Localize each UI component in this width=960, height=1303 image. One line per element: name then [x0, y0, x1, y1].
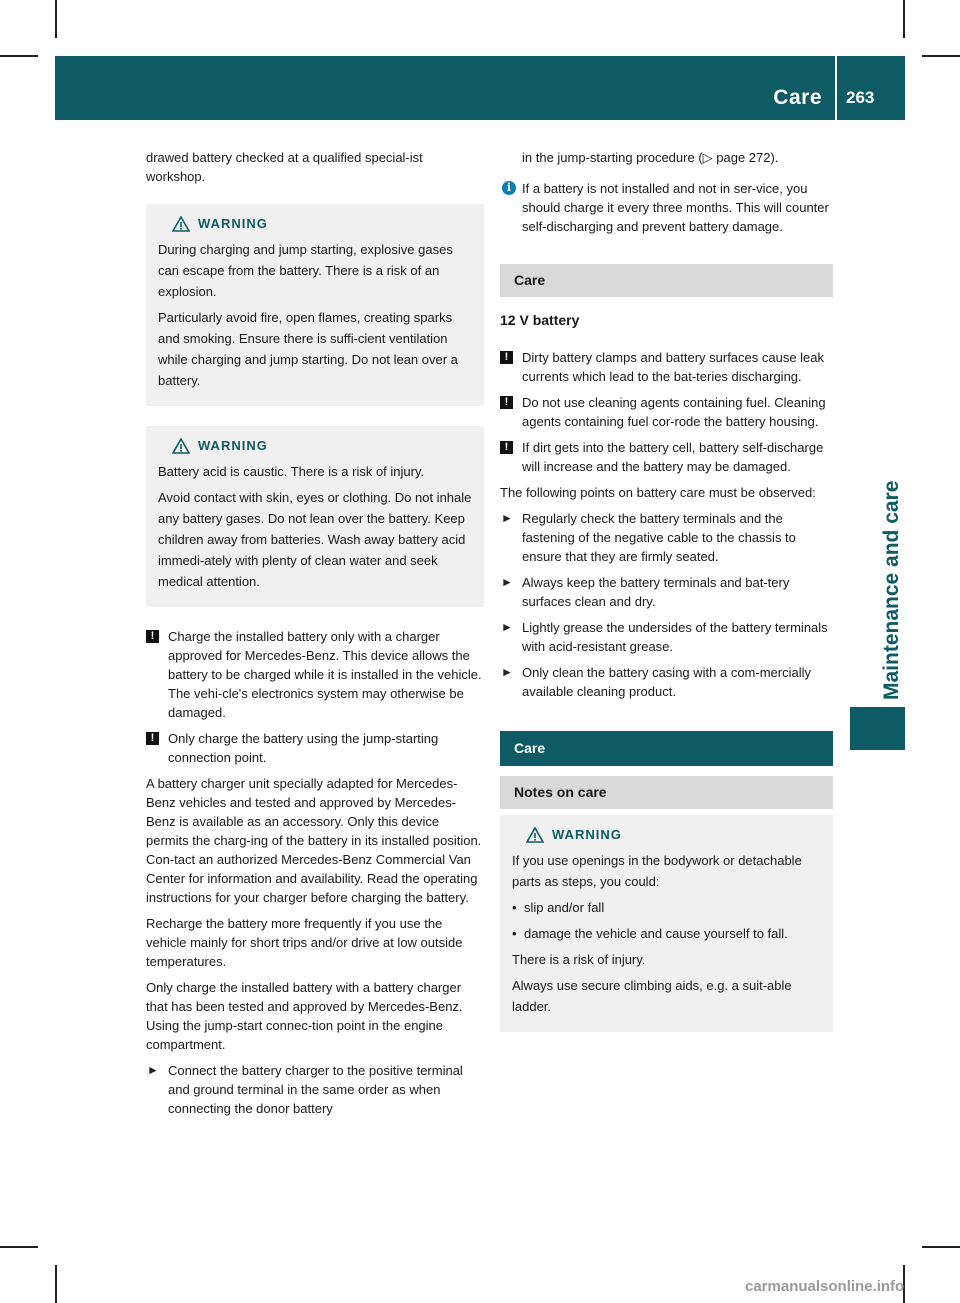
step-arrow-icon: ►	[147, 1063, 159, 1077]
warning-triangle-icon	[172, 216, 190, 232]
caution-icon: !	[500, 351, 513, 364]
side-tab-label: Maintenance and care	[880, 480, 903, 700]
warning-text: If you use openings in the bodywork or detachable parts as steps, you could:	[512, 853, 802, 889]
step-text: Always keep the battery terminals and bat-tery surfaces clean and dry.	[522, 575, 790, 609]
caution-icon: !	[146, 732, 159, 745]
caution-text: Do not use cleaning agents containing fuel. Cleaning agents containing fuel cor-rode the battery housing.	[522, 395, 826, 429]
warning-title	[158, 436, 472, 455]
caution-note	[500, 438, 833, 476]
section-bar: Care	[500, 731, 833, 766]
caution-text: Only charge the battery using the jump-starting connection point.	[168, 731, 439, 765]
body-paragraph: A battery charger unit specially adapted for Mercedes-Benz vehicles and tested and approved by Mercedes-Benz is available as an accessory. Only this device permits the charg-ing of the battery in its installed position. Con-tact an authorized Mercedes-Benz Commercial Van Center for information and availability. Read the operating instructions for your charger before charging the battery.	[146, 776, 482, 905]
crop-mark	[55, 0, 57, 38]
warning-box	[500, 815, 833, 1032]
warning-title-text: WARNING	[198, 438, 268, 453]
crop-mark	[0, 1246, 38, 1248]
bullet-item: • damage the vehicle and cause yourself to fall.	[512, 923, 821, 944]
warning-title	[158, 214, 472, 233]
caution-note	[146, 729, 484, 767]
warning-text: Always use secure climbing aids, e.g. a suit-able ladder.	[512, 978, 792, 1014]
step-text: Only clean the battery casing with a com-mercially available cleaning product.	[522, 665, 812, 699]
step-arrow-icon: ►	[501, 620, 513, 634]
header-divider	[835, 56, 837, 120]
left-column	[146, 148, 484, 1125]
caution-note	[500, 348, 833, 386]
bullet-item: • slip and/or fall	[512, 897, 821, 918]
warning-text: During charging and jump starting, explosive gases can escape from the battery. There is a risk of an explosion.	[158, 242, 453, 299]
step-text: Regularly check the battery terminals and the fastening of the negative cable to the chassis to ensure that they are firmly seated.	[522, 511, 796, 564]
step-item	[500, 618, 833, 656]
section-title: Care	[773, 86, 822, 109]
body-paragraph: Recharge the battery more frequently if you use the vehicle mainly for short trips and/or drive at low outside temperatures.	[146, 916, 463, 969]
page-number: 263	[846, 88, 875, 107]
step-arrow-icon: ►	[501, 665, 513, 679]
step-item	[500, 573, 833, 611]
crop-mark	[903, 0, 905, 38]
warning-box	[146, 204, 484, 406]
crop-mark	[922, 55, 960, 57]
side-tab-block	[850, 707, 905, 750]
warning-title-text: WARNING	[552, 827, 622, 842]
caution-icon: !	[146, 630, 159, 643]
warning-box	[146, 426, 484, 607]
lead-text: The following points on battery care must be observed:	[500, 485, 816, 500]
warning-triangle-icon	[526, 827, 544, 843]
step-item	[500, 663, 833, 701]
info-icon: i	[502, 181, 516, 195]
body-paragraph: Only charge the installed battery with a battery charger that has been tested and approved by Mercedes-Benz. Using the jump-start connec-tion point in the engine compartment.	[146, 980, 463, 1052]
warning-title-text: WARNING	[198, 216, 268, 231]
caution-text: Dirty battery clamps and battery surfaces cause leak currents which lead to the bat-teries discharging.	[522, 350, 825, 384]
intro-text: drawed battery checked at a qualified special-ist workshop.	[146, 150, 423, 184]
crop-mark	[922, 1246, 960, 1248]
info-text: If a battery is not installed and not in ser-vice, you should charge it every three months. This will counter self-discharging and prevent battery damage.	[522, 181, 829, 234]
warning-text: Particularly avoid fire, open flames, creating sparks and smoking. Ensure there is suffi-cient ventilation while charging and jump starting. Do not lean over a battery.	[158, 310, 458, 388]
footer-watermark: carmanualsonline.info	[745, 1278, 905, 1295]
subsection-heading: 12 V battery	[500, 312, 580, 328]
continued-text: in the jump-starting procedure (▷ page 272).	[522, 150, 779, 165]
step-text: Lightly grease the undersides of the battery terminals with acid-resistant grease.	[522, 620, 828, 654]
step-text: Connect the battery charger to the positive terminal and ground terminal in the same order as when connecting the donor battery	[168, 1063, 463, 1116]
warning-title	[512, 825, 821, 844]
step-item	[146, 1061, 484, 1118]
info-note	[500, 179, 833, 236]
step-arrow-icon: ►	[501, 511, 513, 525]
step-arrow-icon: ►	[501, 575, 513, 589]
section-bar: Care	[500, 264, 833, 297]
step-item	[500, 509, 833, 566]
right-column	[500, 148, 833, 1052]
warning-text: Battery acid is caustic. There is a risk of injury.	[158, 464, 425, 479]
subsection-bar: Notes on care	[500, 776, 833, 809]
warning-text: Avoid contact with skin, eyes or clothing. Do not inhale any battery gases. Do not lean over the battery. Keep children away from batteries. Wash away battery acid immedi-ately with plenty of clean water and seek medical attention.	[158, 490, 472, 589]
caution-icon: !	[500, 396, 513, 409]
caution-icon: !	[500, 441, 513, 454]
warning-text: There is a risk of injury.	[512, 952, 646, 967]
crop-mark	[0, 55, 38, 57]
warning-triangle-icon	[172, 438, 190, 454]
caution-text: Charge the installed battery only with a charger approved for Mercedes-Benz. This device allows the battery to be charged while it is installed in the vehicle. The vehi-cle's electronics system may otherwise be damaged.	[168, 629, 482, 720]
caution-text: If dirt gets into the battery cell, battery self-discharge will increase and the battery may be damaged.	[522, 440, 824, 474]
caution-note	[500, 393, 833, 431]
crop-mark	[55, 1265, 57, 1303]
caution-note	[146, 627, 484, 722]
